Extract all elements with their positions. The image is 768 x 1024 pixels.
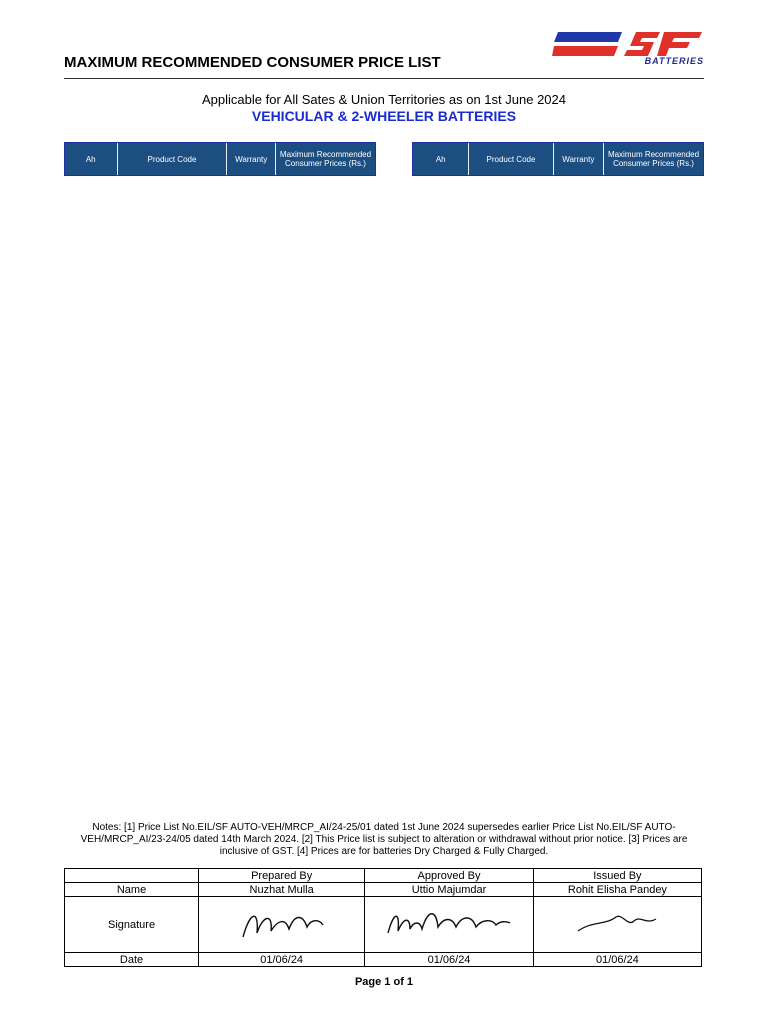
- approved-by-date: 01/06/24: [365, 953, 534, 967]
- left-column-header: [64, 142, 376, 176]
- document-title: MAXIMUM RECOMMENDED CONSUMER PRICE LIST: [64, 54, 441, 71]
- col-warranty: Warranty: [554, 143, 604, 175]
- sf-batteries-logo: [552, 28, 704, 74]
- col-ah: Ah: [65, 143, 118, 175]
- prepared-by-header: Prepared By: [199, 869, 365, 883]
- approved-by-signature: [365, 897, 534, 953]
- issued-by-signature: [533, 897, 701, 953]
- prepared-by-signature: [199, 897, 365, 953]
- applicability-line: Applicable for All Sates & Union Territories as on 1st June 2024: [202, 92, 566, 107]
- signature-label: Signature: [65, 897, 199, 953]
- prepared-by-name: Nuzhat Mulla: [199, 883, 365, 897]
- col-warranty: Warranty: [227, 143, 276, 175]
- date-label: Date: [65, 953, 199, 967]
- col-product-code: Product Code: [469, 143, 553, 175]
- issued-by-name: Rohit Elisha Pandey: [533, 883, 701, 897]
- col-product-code: Product Code: [118, 143, 228, 175]
- page-footer: Page 1 of 1: [354, 976, 414, 988]
- section-heading: VEHICULAR & 2-WHEELER BATTERIES: [251, 108, 517, 124]
- col-ah: Ah: [413, 143, 469, 175]
- issued-by-date: 01/06/24: [533, 953, 701, 967]
- prepared-by-date: 01/06/24: [199, 953, 365, 967]
- logo-wordmark: BATTERIES: [644, 56, 704, 66]
- col-price: Maximum Recommended Consumer Prices (Rs.): [276, 143, 375, 175]
- approval-table: [64, 868, 702, 967]
- notes: Notes: [1] Price List No.EIL/SF AUTO-VEH/MRCP_AI/24-25/01 dated 1st June 2024 supersedes earlier Price List No.EIL/SF AUTO-VEH/MRCP_AI/23-24/05 dated 14th March 2024. [2] This Price list is subject to alteration or withdrawal without prior notice. [3] Prices are inclusive of GST. [4] Prices are for batteries Dry Charged & Fully Charged.: [80, 822, 688, 857]
- approved-by-header: Approved By: [365, 869, 534, 883]
- name-label: Name: [65, 883, 199, 897]
- col-price: Maximum Recommended Consumer Prices (Rs.): [604, 143, 703, 175]
- right-column-header: [412, 142, 704, 176]
- page-header: [64, 28, 704, 79]
- issued-by-header: Issued By: [533, 869, 701, 883]
- approved-by-name: Uttio Majumdar: [365, 883, 534, 897]
